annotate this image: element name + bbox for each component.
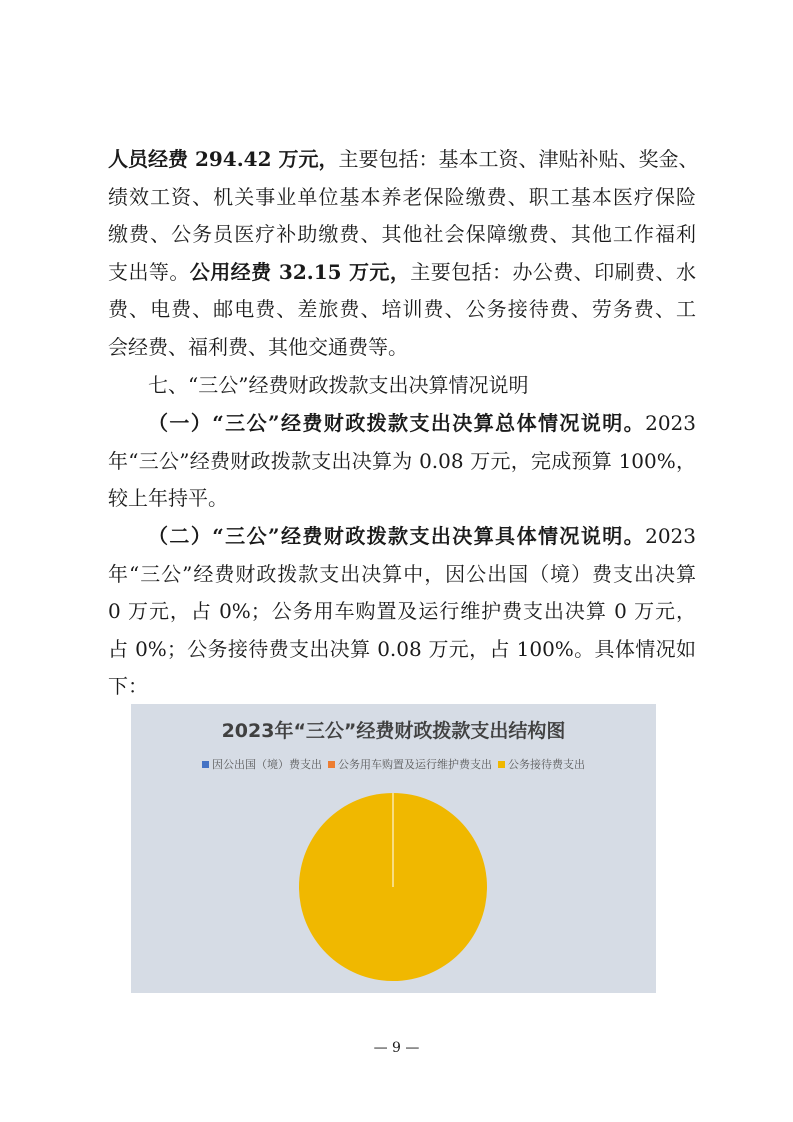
text-run: 缴费、公务员医疗补助缴费、其他社会保障缴费、其他工作福利 bbox=[108, 222, 696, 247]
paragraph-personnel-public-funds bbox=[108, 141, 699, 367]
text-line bbox=[108, 480, 696, 518]
text-run: 支出等。 bbox=[108, 259, 190, 284]
pie-plot bbox=[131, 704, 656, 993]
paragraph-overall-three-public bbox=[108, 405, 696, 518]
legend-label: 公务接待费支出 bbox=[508, 758, 585, 771]
legend-label: 公务用车购置及运行维护费支出 bbox=[338, 758, 492, 771]
paragraph-specific-three-public bbox=[108, 518, 696, 706]
text-line bbox=[108, 329, 696, 367]
text-run: 主要包括：办公费、印刷费、水 bbox=[410, 259, 696, 284]
text-run: 会经费、福利费、其他交通费等。 bbox=[108, 334, 408, 359]
text-line bbox=[108, 216, 696, 254]
section-heading: 七、“三公”经费财政拨款支出决算情况说明 bbox=[148, 373, 529, 397]
text-run: 年“三公”经费财政拨款支出决算为 0.08 万元，完成预算 100%， bbox=[108, 448, 696, 473]
legend-label: 因公出国（境）费支出 bbox=[212, 758, 322, 771]
text-run: 较上年持平。 bbox=[108, 486, 228, 511]
pie-chart bbox=[131, 704, 656, 993]
bold-text: （一）“三公”经费财政拨款支出决算总体情况说明。 bbox=[148, 411, 646, 435]
bold-text: 人员经费 294.42 万元， bbox=[108, 147, 339, 171]
bold-text: （二）“三公”经费财政拨款支出决算具体情况说明。 bbox=[148, 524, 646, 548]
text-line bbox=[108, 405, 696, 443]
text-run: 年“三公”经费财政拨款支出决算中，因公出国（境）费支出决算 bbox=[108, 561, 696, 586]
text-line bbox=[108, 631, 696, 669]
text-line bbox=[108, 179, 696, 217]
bold-text: 公用经费 32.15 万元， bbox=[189, 259, 411, 284]
text-line bbox=[108, 443, 696, 481]
text-run: 费、电费、邮电费、差旅费、培训费、公务接待费、劳务费、工 bbox=[108, 297, 696, 322]
text-line bbox=[108, 291, 696, 329]
text-run: 2023 bbox=[645, 524, 696, 548]
text-run: 0 万元，占 0%；公务用车购置及运行维护费支出决算 0 万元， bbox=[108, 599, 696, 624]
page-number: — 9 — bbox=[373, 1040, 420, 1056]
text-line bbox=[108, 668, 696, 706]
text-line bbox=[108, 556, 696, 594]
text-line bbox=[108, 254, 696, 292]
text-line bbox=[108, 518, 696, 556]
text-line bbox=[108, 141, 699, 179]
text-run: 主要包括：基本工资、津贴补贴、奖金、 bbox=[338, 147, 699, 171]
text-run: 2023 bbox=[645, 411, 696, 435]
text-run: 下： bbox=[108, 674, 148, 699]
chart-title: 2023年“三公”经费财政拨款支出结构图 bbox=[221, 720, 566, 742]
text-line bbox=[108, 593, 696, 631]
text-run: 占 0%；公务接待费支出决算 0.08 万元，占 100%。具体情况如 bbox=[108, 636, 696, 661]
text-run: 绩效工资、机关事业单位基本养老保险缴费、职工基本医疗保险 bbox=[108, 184, 696, 209]
